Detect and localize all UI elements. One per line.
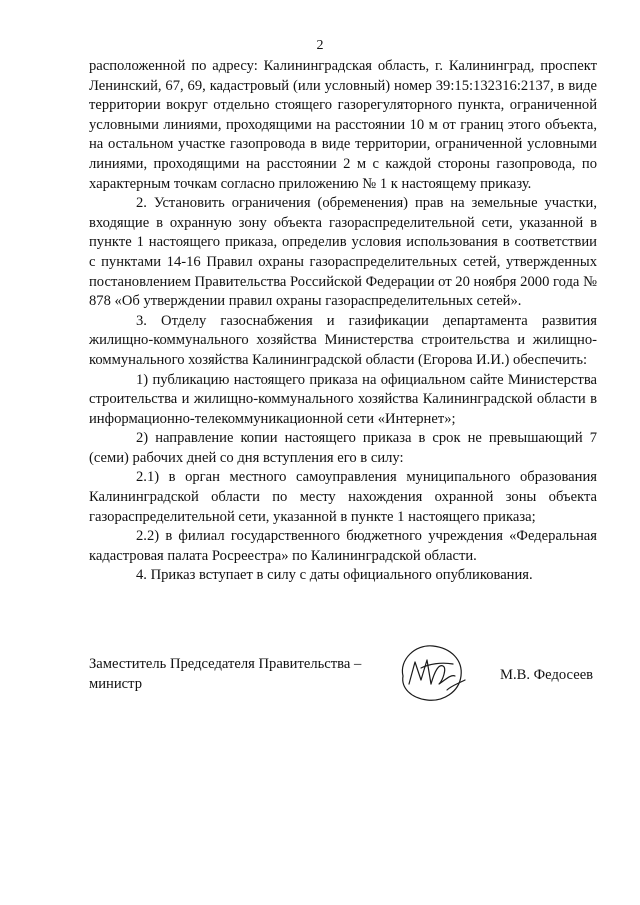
signatory-title-line-1: Заместитель Председателя Правительства – <box>89 656 362 672</box>
document-body <box>89 57 597 586</box>
page-number: 2 <box>316 38 324 53</box>
paragraph-item-3: 3. Отделу газоснабжения и газификации департамента развития жилищно-коммунального хозяйства Министерства строительства и жилищно-коммунального хозяйства Калининградской области (Егорова И.И.) обеспечить: <box>89 312 597 368</box>
signatory-name: М.В. Федосеев <box>500 667 594 683</box>
handwritten-signature <box>393 640 473 706</box>
paragraph-item-2-1: 2.1) в орган местного самоуправления муниципального образования Калининградской области по месту нахождения охранной зоны объекта газораспределительной сети, указанной в пункте 1 настоящего приказа; <box>89 469 597 525</box>
paragraph-item-2: 2. Установить ограничения (обременения) прав на земельные участки, входящие в охранную зону объекта газораспределительной сети, указанной в пункте 1 настоящего приказа, определив условия использования в соответствии с пунктами 14-16 Правил охраны газораспределительных сетей, утвержденных постановлением Правительства Российской Федерации от 20 ноября 2000 года № 878 «Об утверждении правил охраны газораспределительных сетей». <box>89 195 597 310</box>
paragraph-item-2-2: 2.2) в филиал государственного бюджетного учреждения «Федеральная кадастровая палата Росреестра» по Калининградской области. <box>89 528 597 564</box>
paragraph-item-3-1: 1) публикацию настоящего приказа на официальном сайте Министерства строительства и жилищно-коммунального хозяйства Калининградской области в информационно-телекоммуникационной сети «Интернет»; <box>89 371 597 427</box>
signatory-title <box>89 655 389 694</box>
paragraph-item-4: 4. Приказ вступает в силу с даты официального опубликования. <box>136 567 533 584</box>
paragraph-address: расположенной по адресу: Калининградская область, г. Калининград, проспект Ленинский, 67, 69, кадастровый (или условный) номер 39:15:132316:2137, в виде территории вокруг отдельно стоящего газорегуляторного пункта, ограниченной условными линиями, проходящими на расстоянии 10 м от границ этого объекта, на остальном участке газопровода в виде территории, ограниченной условными линиями, проходящими на расстоянии 2 м с каждой стороны газопровода, по характерным точкам согласно приложению № 1 к настоящему приказу. <box>89 58 597 192</box>
signatory-title-line-2: министр <box>89 675 142 692</box>
paragraph-item-3-2: 2) направление копии настоящего приказа в срок не превышающий 7 (семи) рабочих дней со дня вступления его в силу: <box>89 430 597 466</box>
